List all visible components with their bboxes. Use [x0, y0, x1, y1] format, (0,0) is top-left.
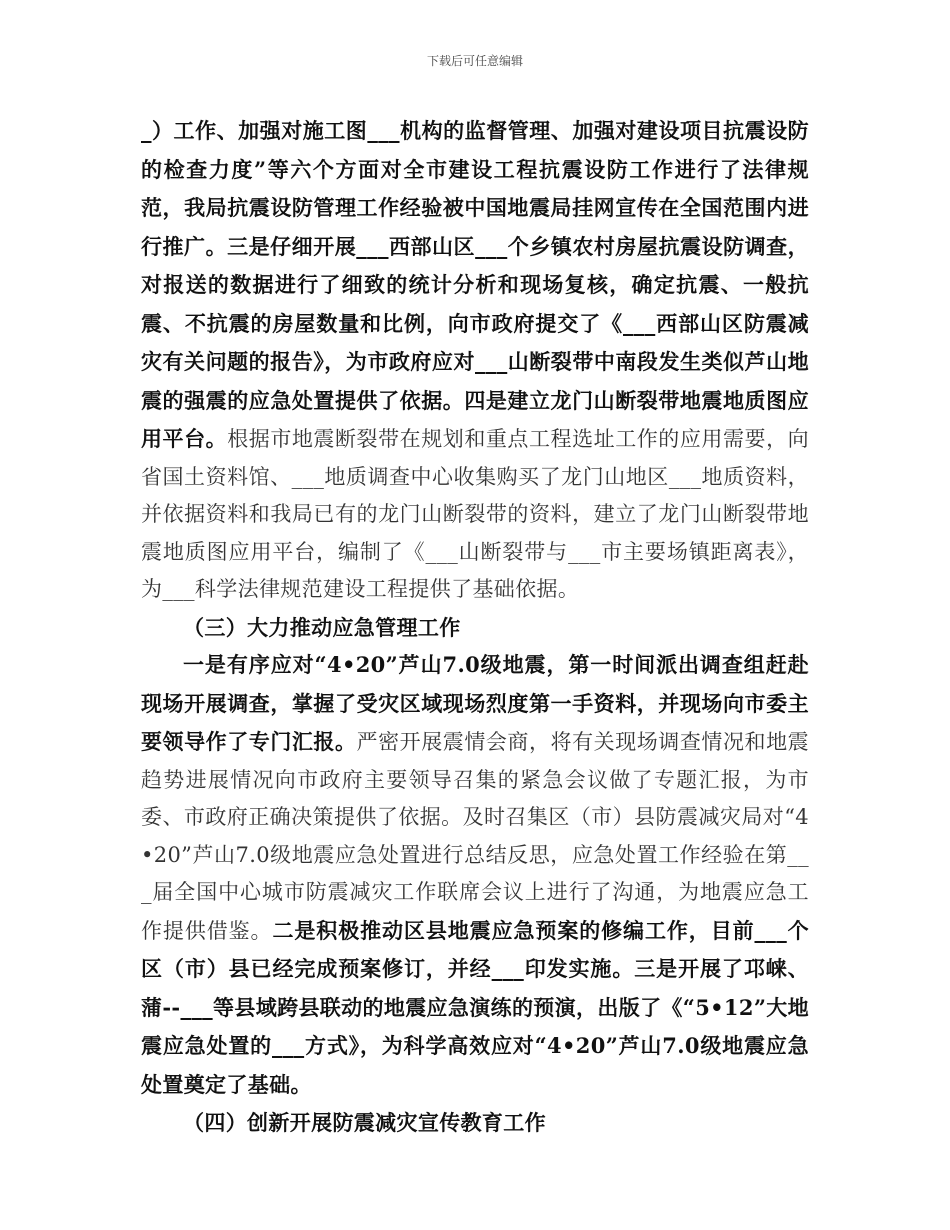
paragraph-emergency-response: [141, 646, 809, 1104]
paragraph-seismic-fortification: [141, 112, 809, 609]
document-body: [141, 112, 809, 1142]
text-run-normal: 严密开展震情会商，将有关现场调查情况和地震趋势进展情况向市政府主要领导召集的紧急会议做了专题汇报，为市委、市政府正确决策提供了依据。及时召集区（市）县防震减灾局对“4•20”芦山7.0级地震应急处置进行总结反思，应急处置工作经验在第___届全国中心城市防震减灾工作联席会议上进行了沟通，为地震应急工作提供借鉴。: [141, 730, 809, 943]
section-heading-emergency-management: [141, 609, 809, 647]
section-heading-publicity-education: [141, 1104, 809, 1142]
text-run-normal: 根据市地震断裂带在规划和重点工程选址工作的应用需要，向省国土资料馆、___地质调查中心收集购买了龙门山地区___地质资料，并依据资料和我局已有的龙门山断裂带的资料，建立了龙门山断裂带地震地质图应用平台，编制了《___山断裂带与___市主要场镇距离表》，为___科学法律规范建设工程提供了基础依据。: [141, 427, 809, 601]
text-run-bold: _）工作、加强对施工图___机构的监督管理、加强对建设项目抗震设防的检查力度”等六个方面对全市建设工程抗震设防工作进行了法律规范，我局抗震设防管理工作经验被中国地震局挂网宣传在全国范围内进行推广。三是仔细开展___西部山区___个乡镇农村房屋抗震设防调查，对报送的数据进行了细致的统计分析和现场复核，确定抗震、一般抗震、不抗震的房屋数量和比例，向市政府提交了《___西部山区防震减灾有关问题的报告》，为市政府应对___山断裂带中南段发生类似芦山地震的强震的应急处置提供了依据。四是建立龙门山断裂带地震地质图应用平台。: [141, 118, 809, 451]
heading-text: （四）创新开展防震减灾宣传教育工作: [183, 1110, 546, 1135]
text-run-bold: 二是积极推动区县地震应急预案的修编工作，目前___个区（市）县已经完成预案修订，并经___印发实施。三是开展了邛崃、蒲--___等县域跨县联动的地震应急演练的预演，出版了《“5•12”大地震应急处置的___方式》，为科学高效应对“4•20”芦山7.0级地震应急处置奠定了基础。: [141, 917, 809, 1097]
text-run-bold: 一是有序应对“4•20”芦山7.0级地震，第一时间派出调查组赶赴现场开展调查，掌握了受灾区域现场烈度第一手资料，并现场向市委主要领导作了专门汇报。: [141, 652, 809, 754]
heading-text: （三）大力推动应急管理工作: [183, 614, 461, 640]
page-header: 下载后可任意编辑: [426, 54, 523, 68]
